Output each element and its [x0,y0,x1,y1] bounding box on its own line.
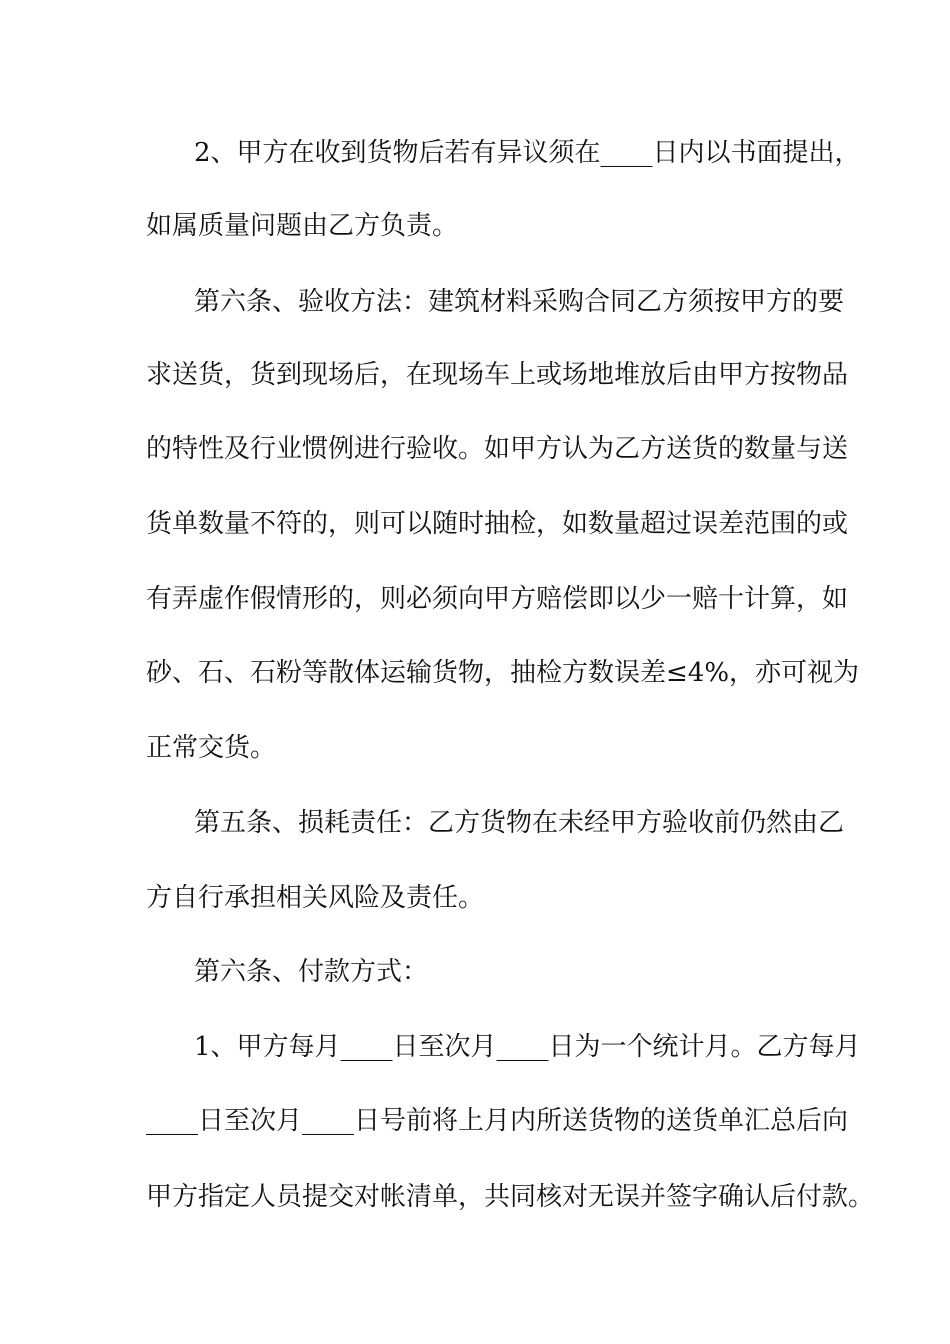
paragraph-line: 甲方指定人员提交对帐清单，共同核对无误并签字确认后付款。 [146,1182,875,1212]
paragraph-line: 的特性及行业惯例进行验收。如甲方认为乙方送货的数量与送 [146,434,849,464]
paragraph-line: 货单数量不符的，则可以随时抽检，如数量超过误差范围的或 [146,509,849,539]
paragraph-line: 正常交货。 [146,733,277,763]
paragraph-line: 如属质量问题由乙方负责。 [146,211,459,241]
paragraph-line: 第六条、付款方式： [194,957,429,987]
paragraph-line: 求送货，货到现场后，在现场车上或场地堆放后由甲方按物品 [146,360,849,390]
paragraph-line: ____日至次月____日号前将上月内所送货物的送货单汇总后向 [146,1106,849,1136]
paragraph-line: 有弄虚作假情形的，则必须向甲方赔偿即以少一赔十计算，如 [146,584,849,614]
paragraph-line: 2、甲方在收到货物后若有异议须在____日内以书面提出， [194,138,861,168]
paragraph-line: 1、甲方每月____日至次月____日为一个统计月。乙方每月 [194,1032,861,1062]
paragraph-line: 第六条、验收方法：建筑材料采购合同乙方须按甲方的要 [194,287,845,317]
paragraph-line: 砂、石、石粉等散体运输货物，抽检方数误差≤4%，亦可视为 [146,658,860,688]
paragraph-line: 方自行承担相关风险及责任。 [146,883,485,913]
paragraph-line: 第五条、损耗责任：乙方货物在未经甲方验收前仍然由乙 [194,808,845,838]
